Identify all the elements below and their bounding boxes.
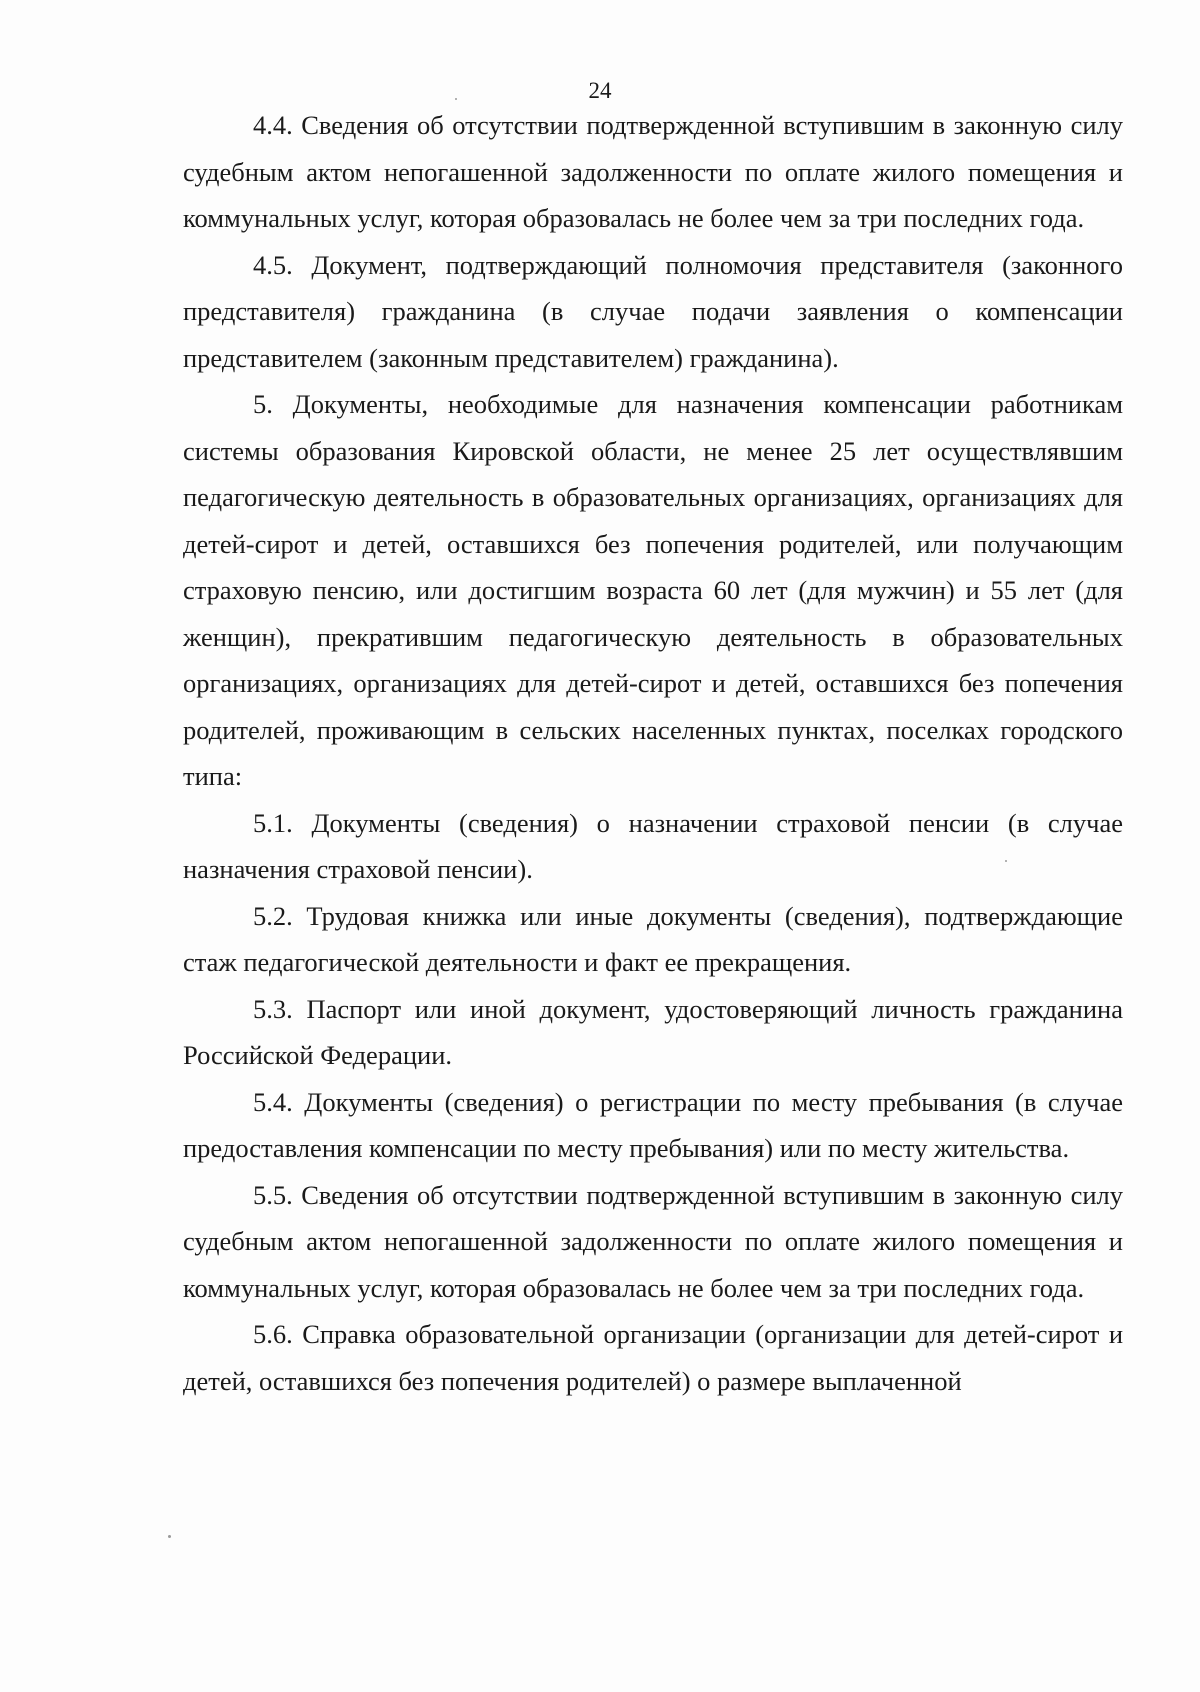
paragraph-5: 5. Документы, необходимые для назначения компенсации работникам системы образования Кировской области, не менее 25 лет осуществлявшим педагогическую деятельность в образовательных организациях, организациях для детей-сирот и детей, оставшихся без попечения родителей, или получающим страховую пенсию, или достигшим возраста 60 лет (для мужчин) и 55 лет (для женщин), прекратившим педагогическую деятельность в образовательных организациях, организациях для детей-сирот и детей, оставшихся без попечения родителей, проживающим в сельских населенных пунктах, поселках городского типа: bbox=[183, 389, 1123, 791]
paragraph-4-4: 4.4. Сведения об отсутствии подтвержденной вступившим в законную силу судебным актом непогашенной задолженности по оплате жилого помещения и коммунальных услуг, которая образовалась не более чем за три последних года. bbox=[183, 110, 1123, 233]
paragraph-5-3: 5.3. Паспорт или иной документ, удостоверяющий личность гражданина Российской Федерации. bbox=[183, 993, 1123, 1070]
paragraph-5-2: 5.2. Трудовая книжка или иные документы (сведения), подтверждающие стаж педагогической деятельности и факт ее прекращения. bbox=[183, 900, 1123, 977]
paragraph-5-6: 5.6. Справка образовательной организации (организации для детей-сирот и детей, оставшихся без попечения родителей) о размере выплаченной bbox=[183, 1319, 1123, 1396]
paragraph-4-5: 4.5. Документ, подтверждающий полномочия представителя (законного представителя) гражданина (в случае подачи заявления о компенсации представителем (законным представителем) гражданина). bbox=[183, 249, 1123, 373]
scan-speck bbox=[168, 1535, 171, 1538]
page-number: 24 bbox=[588, 78, 612, 103]
paragraph-5-4: 5.4. Документы (сведения) о регистрации по месту пребывания (в случае предоставления компенсации по месту пребывания) или по месту жительства. bbox=[183, 1086, 1123, 1163]
document-body bbox=[183, 102, 1123, 1404]
scan-speck bbox=[455, 98, 457, 100]
paragraph-5-5: 5.5. Сведения об отсутствии подтвержденной вступившим в законную силу судебным актом непогашенной задолженности по оплате жилого помещения и коммунальных услуг, которая образовалась не более чем за три последних года. bbox=[183, 1179, 1123, 1303]
paragraph-5-1: 5.1. Документы (сведения) о назначении страховой пенсии (в случае назначения страховой пенсии). bbox=[183, 807, 1123, 884]
scan-speck bbox=[1005, 860, 1007, 862]
